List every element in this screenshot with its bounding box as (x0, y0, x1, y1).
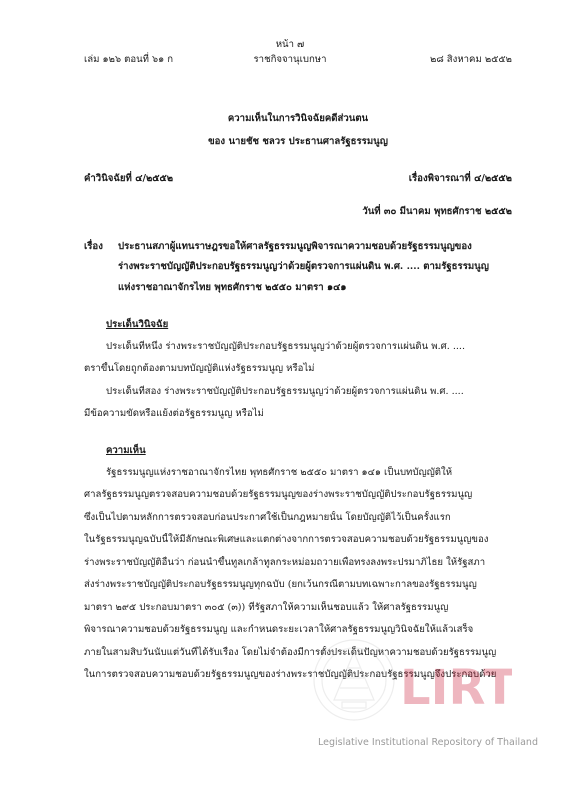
document-title: ความเห็นในการวินิจฉัยคดีส่วนตน (227, 113, 369, 124)
subject-line: ประธานสภาผู้แทนราษฎรขอให้ศาลรัฐธรรมนูญพิจารณาความชอบด้วยรัฐธรรมนูญของ (118, 241, 472, 252)
subject-line: ร่างพระราชบัญญัติประกอบรัฐธรรมนูญว่าด้วยผู้ตรวจการแผ่นดิน พ.ศ. .... ตามรัฐธรรมนูญ (118, 261, 489, 272)
opinion-line: ร่างพระราชบัญญัติอื่นว่า ก่อนนำขึ้นทูลเกล้าทูลกระหม่อมถวายเพื่อทรงลงพระปรมาภิไธย ให้รัฐสภา (84, 557, 486, 568)
lirt-logo-text: LIRT (400, 660, 512, 716)
opinion-line: ซึ่งเป็นไปตามหลักการตรวจสอบก่อนประกาศใช้เป็นกฎหมายนั้น โดยบัญญัติไว้เป็นครั้งแรก (84, 512, 451, 523)
ruling-date: วันที่ ๓๐ มีนาคม พุทธศักราช ๒๕๕๒ (362, 206, 512, 217)
subject-line: แห่งราชอาณาจักรไทย พุทธศักราช ๒๕๕๐ มาตรา ๑๔๑ (118, 282, 347, 293)
parliament-seal-icon (312, 612, 512, 732)
opinion-line: พิจารณาความชอบด้วยรัฐธรรมนูญ และกำหนดระยะเวลาให้ศาลรัฐธรรมนูญวินิจฉัยให้แล้วเสร็จ (84, 624, 474, 635)
gazette-name: ราชกิจจานุเบกษา (253, 54, 327, 65)
opinion-heading: ความเห็น (106, 445, 146, 456)
opinion-line: รัฐธรรมนูญแห่งราชอาณาจักรไทย พุทธศักราช ๒๕๕๐ มาตรา ๑๔๑ เป็นบทบัญญัติให้ (106, 467, 453, 478)
issues-heading: ประเด็นวินิจฉัย (106, 319, 169, 330)
volume-issue: เล่ม ๑๒๖ ตอนที่ ๖๑ ก (84, 54, 174, 65)
opinion-line: ศาลรัฐธรรมนูญตรวจสอบความชอบด้วยรัฐธรรมนูญของร่างพระราชบัญญัติประกอบรัฐธรรมนูญ (84, 489, 473, 500)
gazette-date: ๒๘ สิงหาคม ๒๕๕๒ (430, 54, 512, 65)
page-number: หน้า ๗ (275, 39, 305, 50)
opinion-line: ส่งร่างพระราชบัญญัติประกอบรัฐธรรมนูญทุกฉบับ (ยกเว้นกรณีตามบทเฉพาะกาลของรัฐธรรมนูญ (84, 579, 477, 590)
document-subtitle: ของ นายชัช ชลวร ประธานศาลรัฐธรรมนูญ (208, 136, 388, 147)
watermark-caption: Legislative Institutional Repository of Thailand (318, 737, 538, 748)
ruling-number: คำวินิจฉัยที่ ๔/๒๕๕๒ (84, 173, 174, 184)
issue-two-line: มีข้อความขัดหรือแย้งต่อรัฐธรรมนูญ หรือไม่ (84, 408, 264, 419)
case-number: เรื่องพิจารณาที่ ๔/๒๕๕๒ (408, 173, 512, 184)
opinion-line: ในรัฐธรรมนูญฉบับนี้ให้มีลักษณะพิเศษและแตกต่างจากการตรวจสอบความชอบด้วยรัฐธรรมนูญของ (84, 534, 489, 545)
lirt-watermark-logo (312, 612, 512, 732)
issue-one-line: ตราขึ้นโดยถูกต้องตามบทบัญญัติแห่งรัฐธรรมนูญ หรือไม่ (84, 363, 315, 374)
issue-one-line: ประเด็นที่หนึ่ง ร่างพระราชบัญญัติประกอบรัฐธรรมนูญว่าด้วยผู้ตรวจการแผ่นดิน พ.ศ. .... (106, 341, 466, 352)
opinion-line: มาตรา ๒๙๕ ประกอบมาตรา ๓๐๕ (๓)) ที่รัฐสภาให้ความเห็นชอบแล้ว ให้ศาลรัฐธรรมนูญ (84, 602, 449, 613)
opinion-line: ภายในสามสิบวันนับแต่วันที่ได้รับเรื่อง โดยไม่จำต้องมีการตั้งประเด็นปัญหาความชอบด้วยรัฐธรรมนูญ (84, 647, 497, 658)
issue-two-line: ประเด็นที่สอง ร่างพระราชบัญญัติประกอบรัฐธรรมนูญว่าด้วยผู้ตรวจการแผ่นดิน พ.ศ. .... (106, 386, 464, 397)
opinion-line: ในการตรวจสอบความชอบด้วยรัฐธรรมนูญของร่างพระราชบัญญัติประกอบรัฐธรรมนูญจึงประกอบด้วย (84, 669, 497, 680)
subject-label: เรื่อง (84, 241, 103, 252)
